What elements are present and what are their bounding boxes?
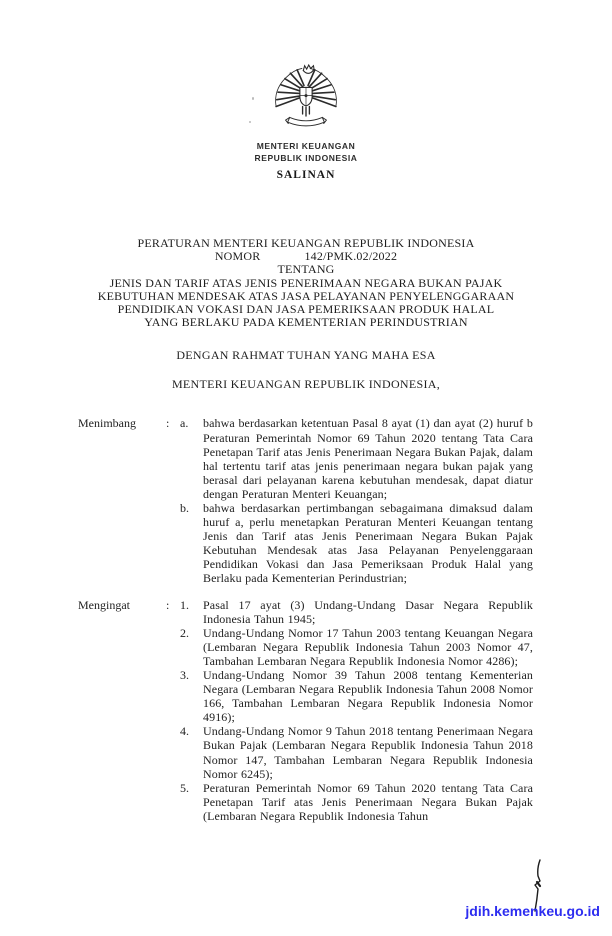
scan-artifact bbox=[252, 97, 254, 100]
item-text: Undang-Undang Nomor 39 Tahun 2008 tentang Kementerian Negara (Lembaran Negara Republik Indonesia Tahun 2008 Nomor 166, Tambahan Lembaran Negara Republik Indonesia Nomor 4916); bbox=[203, 668, 533, 725]
item-marker: b. bbox=[180, 500, 189, 515]
consideration-item bbox=[180, 501, 533, 586]
item-marker: a. bbox=[180, 416, 189, 431]
mengingat-label: Mengingat bbox=[78, 597, 130, 612]
subject-line: YANG BERLAKU PADA KEMENTERIAN PERINDUSTRIAN bbox=[144, 315, 468, 330]
regulation-title-block bbox=[0, 237, 612, 329]
tentang-label: TENTANG bbox=[277, 262, 335, 277]
item-marker: 1. bbox=[180, 597, 189, 612]
nomor-value: 142/PMK.02/2022 bbox=[304, 249, 398, 264]
legal-basis-item bbox=[180, 668, 533, 724]
footer-link[interactable]: jdih.kemenkeu.go.id bbox=[465, 903, 600, 919]
ministry-name-line1: MENTERI KEUANGAN bbox=[256, 141, 356, 151]
item-text: Peraturan Pemerintah Nomor 69 Tahun 2020 tentang Tata Cara Penetapan Tarif atas Jenis Penerimaan Negara Bukan Pajak (Lembaran Negara Republik Indonesia Tahun bbox=[203, 780, 533, 823]
item-marker: 5. bbox=[180, 780, 189, 795]
salinan-copy-stamp: SALINAN bbox=[276, 169, 336, 181]
legal-basis-item bbox=[180, 626, 533, 668]
item-text: Pasal 17 ayat (3) Undang-Undang Dasar Negara Republik Indonesia Tahun 1945; bbox=[203, 597, 533, 626]
garuda-pancasila-emblem-icon bbox=[272, 60, 340, 134]
subject-line: KEBUTUHAN MENDESAK ATAS JASA PELAYANAN PENYELENGGARAAN bbox=[97, 288, 515, 303]
nomor-label: NOMOR bbox=[214, 249, 261, 264]
ministry-name-line2: REPUBLIK INDONESIA bbox=[254, 153, 358, 163]
legal-basis-item bbox=[180, 724, 533, 780]
item-text: Undang-Undang Nomor 17 Tahun 2003 tentang Keuangan Negara (Lembaran Negara Republik Indonesia Tahun 2003 Nomor 47, Tambahan Lembaran Negara Republik Indonesia Nomor 4286); bbox=[203, 625, 533, 668]
regulation-title-line: PERATURAN MENTERI KEUANGAN REPUBLIK INDONESIA bbox=[137, 236, 475, 250]
item-text: bahwa berdasarkan ketentuan Pasal 8 ayat (1) dan ayat (2) huruf b Peraturan Pemerintah Nomor 69 Tahun 2020 tentang Tata Cara Penetapan Tarif atas Jenis Penerimaan Negara Bukan Pajak, dalam hal tertentu tarif atas jenis penerimaan negara bukan pajak yang berasal dari pelayanan karena kebutuhan mendesak, dapat diatur dengan Peraturan Menteri Keuangan; bbox=[203, 416, 533, 501]
authority-line: MENTERI KEUANGAN REPUBLIK INDONESIA, bbox=[171, 377, 441, 392]
item-marker: 3. bbox=[180, 668, 189, 683]
item-marker: 2. bbox=[180, 625, 189, 640]
letterhead bbox=[0, 60, 612, 181]
menimbang-items bbox=[180, 416, 533, 585]
menimbang-separator: : bbox=[166, 416, 170, 431]
scan-artifact bbox=[249, 121, 251, 123]
item-text: Undang-Undang Nomor 9 Tahun 2018 tentang Penerimaan Negara Bukan Pajak (Lembaran Negara Republik Indonesia Tahun 2018 Nomor 147, Tambahan Lembaran Negara Republik Indonesia Nomor 6245); bbox=[203, 724, 533, 781]
legal-basis-item bbox=[180, 598, 533, 626]
menimbang-label: Menimbang bbox=[78, 416, 136, 431]
subject-line: JENIS DAN TARIF ATAS JENIS PENERIMAAN NEGARA BUKAN PAJAK bbox=[109, 275, 503, 290]
mengingat-section bbox=[78, 598, 533, 824]
legal-basis-item bbox=[180, 781, 533, 823]
consideration-item bbox=[180, 416, 533, 501]
menimbang-section bbox=[78, 416, 533, 585]
mengingat-separator: : bbox=[166, 597, 170, 612]
subject-line: PENDIDIKAN VOKASI DAN JASA PEMERIKSAAN PRODUK HALAL bbox=[117, 302, 495, 317]
item-marker: 4. bbox=[180, 724, 189, 739]
mengingat-items bbox=[180, 598, 533, 824]
invocation-line: DENGAN RAHMAT TUHAN YANG MAHA ESA bbox=[176, 348, 436, 363]
item-text: bahwa berdasarkan pertimbangan sebagaimana dimaksud dalam huruf a, perlu menetapkan Peraturan Menteri Keuangan tentang Jenis dan Tarif atas Jenis Penerimaan Negara Bukan Pajak Kebutuhan Mendesak atas Jasa Pelayanan Penyelenggaraan Pendidikan Vokasi dan Jasa Pemeriksaan Produk Halal yang Berlaku pada Kementerian Perindustrian; bbox=[203, 500, 533, 586]
